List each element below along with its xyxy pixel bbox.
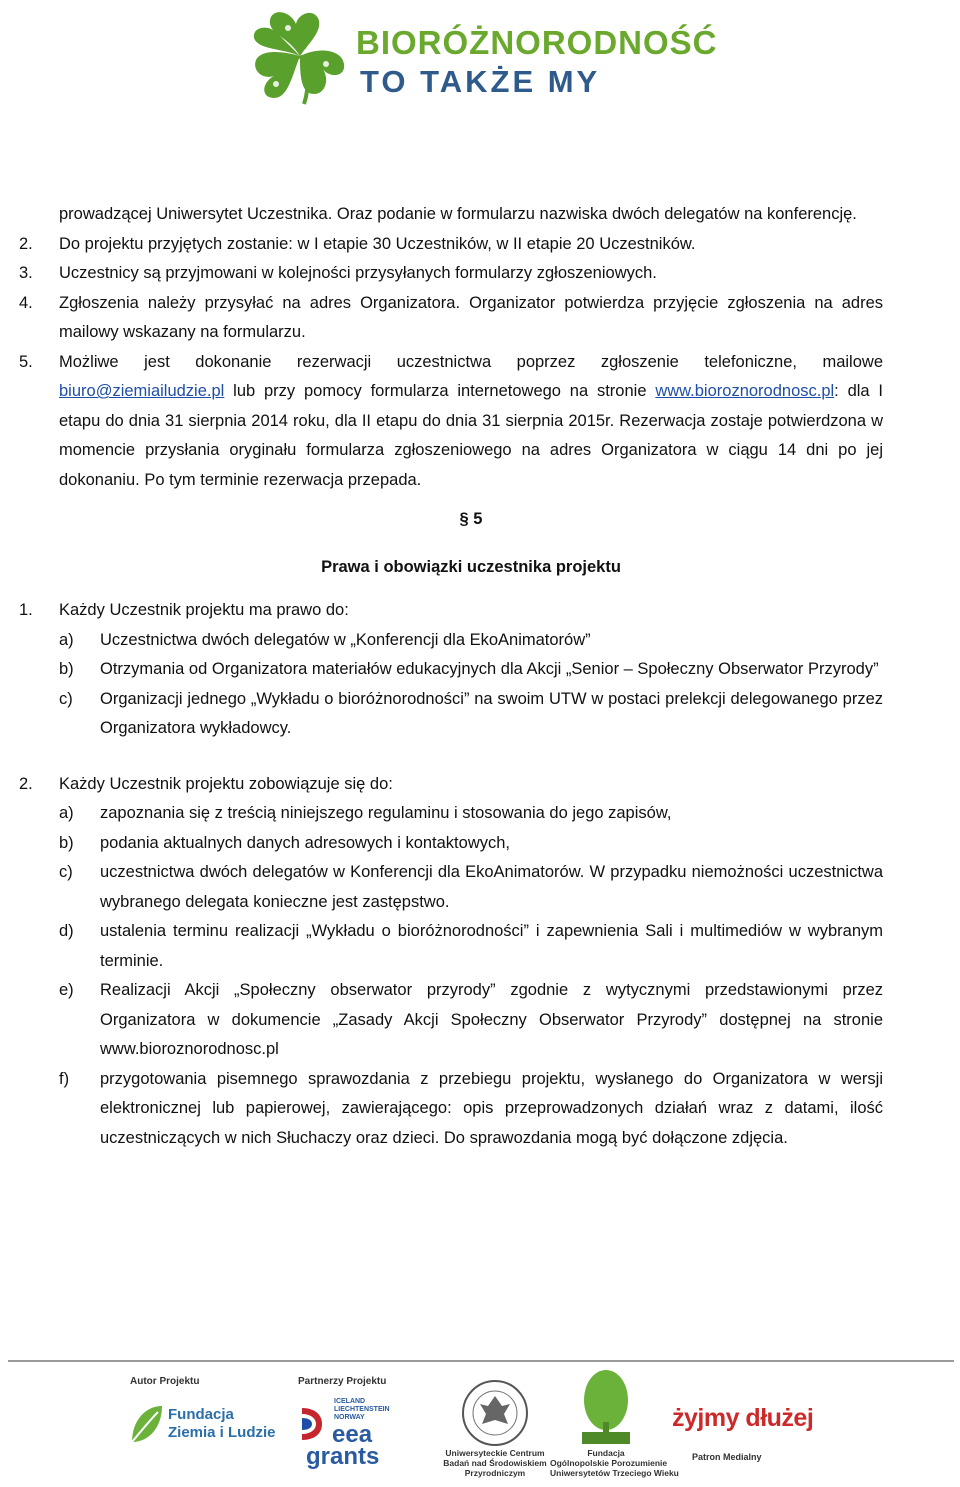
- rights-item: [19, 596, 883, 626]
- eea-flag-icon: [300, 1404, 326, 1444]
- four-leaf-clover-icon: [248, 6, 352, 106]
- university-seal-icon: [458, 1378, 532, 1448]
- list-number: 5.: [19, 352, 33, 371]
- list-text: Zgłoszenia należy przysyłać na adres Organizatora. Organizator potwierdza przyjęcie zgłoszenia na adres mailowy wskazany na formularzu.: [59, 293, 883, 341]
- eea-country-1: ICELAND: [334, 1398, 366, 1405]
- fundacja-ziemia-logo: [128, 1402, 288, 1450]
- uw-caption-2: Badań nad Środowiskiem: [443, 1458, 547, 1468]
- list-text: Możliwe jest dokonanie rezerwacji uczestnictwa poprzez zgłoszenie telefoniczne, mailowe: [59, 352, 883, 371]
- sub-list-letter: c): [59, 689, 73, 708]
- fundacja-ziemia-line1: Fundacja: [168, 1406, 234, 1423]
- duties-list: [59, 799, 883, 1153]
- sub-list-item: [59, 626, 883, 656]
- sub-list-text: Otrzymania od Organizatora materiałów edukacyjnych dla Akcji „Senior – Społeczny Obserwator Przyrody”: [100, 660, 879, 678]
- list-text: Każdy Uczestnik projektu zobowiązuje się do:: [59, 774, 393, 793]
- sub-list-letter: b): [59, 660, 74, 678]
- list-item: [19, 259, 883, 289]
- rights-list: [59, 626, 883, 744]
- sub-list-item: [59, 917, 883, 976]
- fundacja-ziemia-line2: Ziemia i Ludzie: [168, 1424, 276, 1441]
- author-label: Autor Projektu: [130, 1376, 200, 1387]
- sub-list-item: [59, 829, 883, 859]
- oputw-caption-2: Ogólnopolskie Porozumienie: [550, 1458, 668, 1468]
- sub-list-text: uczestnictwa dwóch delegatów w Konferencji dla EkoAnimatorów. W przypadku niemożności uczestnictwa wybranego delegata konieczne jest zastępstwo.: [100, 863, 883, 911]
- eea-grants-logo: [300, 1394, 420, 1474]
- eea-country-3: NORWAY: [334, 1414, 365, 1421]
- sub-list-item: [59, 655, 883, 685]
- list-item: [19, 348, 883, 496]
- section-title: Prawa i obowiązki uczestnika projektu: [321, 557, 621, 576]
- list-number: 4.: [19, 293, 33, 312]
- fundacja-ziemia-text: [168, 1406, 276, 1442]
- list-number: 3.: [19, 264, 33, 282]
- list-text: Do projektu przyjętych zostanie: w I etapie 30 Uczestników, w II etapie 20 Uczestników.: [59, 234, 696, 253]
- sub-list-item: [59, 1065, 883, 1154]
- sub-list-letter: a): [59, 630, 74, 649]
- continuation-paragraph: prowadzącej Uniwersytet Uczestnika. Oraz podanie w formularzu nazwiska dwóch delegatów na konferencję.: [59, 205, 857, 223]
- eea-word: eea: [332, 1421, 373, 1448]
- logo-title: BIORÓŻNORODNOŚĆ: [356, 24, 718, 61]
- sub-list-letter: e): [59, 981, 74, 999]
- sub-list-text: Uczestnictwa dwóch delegatów w „Konferencji dla EkoAnimatorów”: [100, 630, 591, 649]
- sub-list-text: Realizacji Akcji „Społeczny obserwator przyrody” zgodnie z wytycznymi przedstawionymi przez Organizatora w dokumencie „Zasady Akcji Społeczny Obserwator Przyrody” dostępnej na stronie www.bioroznorodnosc.pl: [100, 981, 883, 1058]
- duties-item: [19, 770, 883, 800]
- partners-label: Partnerzy Projektu: [298, 1376, 387, 1387]
- list-item: [19, 230, 883, 260]
- sub-list-item: [59, 799, 883, 829]
- uw-caption-3: Przyrodniczym: [464, 1468, 526, 1478]
- sub-list-item: [59, 685, 883, 744]
- sub-list-letter: a): [59, 804, 74, 822]
- patron-label: Patron Medialny: [692, 1452, 762, 1462]
- uw-logo: [440, 1378, 550, 1484]
- sub-list-text: podania aktualnych danych adresowych i kontaktowych,: [100, 833, 510, 852]
- list-text: : dla I etapu do dnia 31 sierpnia 2014 roku, dla II etapu do dnia 31 sierpnia 2015r. Rezerwacja zostaje potwierdzona w momencie przysłania oryginału formularza zgłoszeniowego na adres Organizatora w ciągu 14 dni po jej dokonaniu. Po tym terminie rezerwacja przepada.: [59, 382, 883, 489]
- list-number: 2.: [19, 774, 33, 793]
- header-logo: [248, 6, 718, 108]
- list-text: Każdy Uczestnik projektu ma prawo do:: [59, 601, 349, 619]
- grants-word: grants: [306, 1443, 380, 1470]
- section-number: § 5: [459, 510, 483, 528]
- list-text: Uczestnicy są przyjmowani w kolejności przysyłanych formularzy zgłoszeniowych.: [59, 264, 657, 282]
- footer-divider: [8, 1360, 954, 1362]
- oputw-caption-3: Uniwersytetów Trzeciego Wieku: [550, 1468, 679, 1478]
- list-item: [19, 289, 883, 348]
- list-text: lub przy pomocy formularza internetowego na stronie: [224, 382, 656, 400]
- document-body: [19, 200, 883, 1153]
- sub-list-letter: d): [59, 922, 74, 940]
- list-number: 2.: [19, 234, 33, 253]
- oputw-tree-icon: [580, 1366, 632, 1446]
- email-link[interactable]: biuro@ziemiailudzie.pl: [59, 382, 225, 400]
- sub-list-text: przygotowania pisemnego sprawozdania z przebiegu projektu, wysłanego do Organizatora w wersji elektronicznej lub papierowej, zawierającego: opis przeprowadzonych działań wraz z datami, ilość uczestniczących w nich Słuchaczy oraz dzieci. Do sprawozdania mogą być dołączone zdjęcia.: [100, 1069, 883, 1147]
- sub-list-letter: f): [59, 1069, 70, 1088]
- uw-caption-1: Uniwersyteckie Centrum: [445, 1448, 545, 1458]
- sub-list-letter: b): [59, 833, 74, 852]
- sub-list-letter: c): [59, 863, 73, 881]
- logo-subtitle: TO TAKŻE MY: [360, 64, 601, 99]
- zyjmy-dluzej-logo: żyjmy dłużej: [672, 1404, 814, 1432]
- sub-list-item: [59, 976, 883, 1065]
- leaf-icon: [128, 1402, 166, 1446]
- sub-list-text: Organizacji jednego „Wykładu o bioróżnorodności” na swoim UTW w postaci prelekcji delegowanego przez Organizatora wykładowcy.: [100, 689, 883, 737]
- oputw-logo: [550, 1366, 679, 1484]
- oputw-caption-1: Fundacja: [587, 1448, 625, 1458]
- sub-list-text: zapoznania się z treścią niniejszego regulaminu i stosowania do jego zapisów,: [100, 804, 672, 822]
- eea-country-2: LIECHTENSTEIN: [334, 1406, 390, 1413]
- sub-list-item: [59, 858, 883, 917]
- website-link[interactable]: www.bioroznorodnosc.pl: [655, 382, 835, 400]
- sub-list-text: ustalenia terminu realizacji „Wykładu o bioróżnorodności” i zapewnienia Sali i multimediów w wybranym terminie.: [100, 922, 883, 970]
- list-number: 1.: [19, 601, 33, 619]
